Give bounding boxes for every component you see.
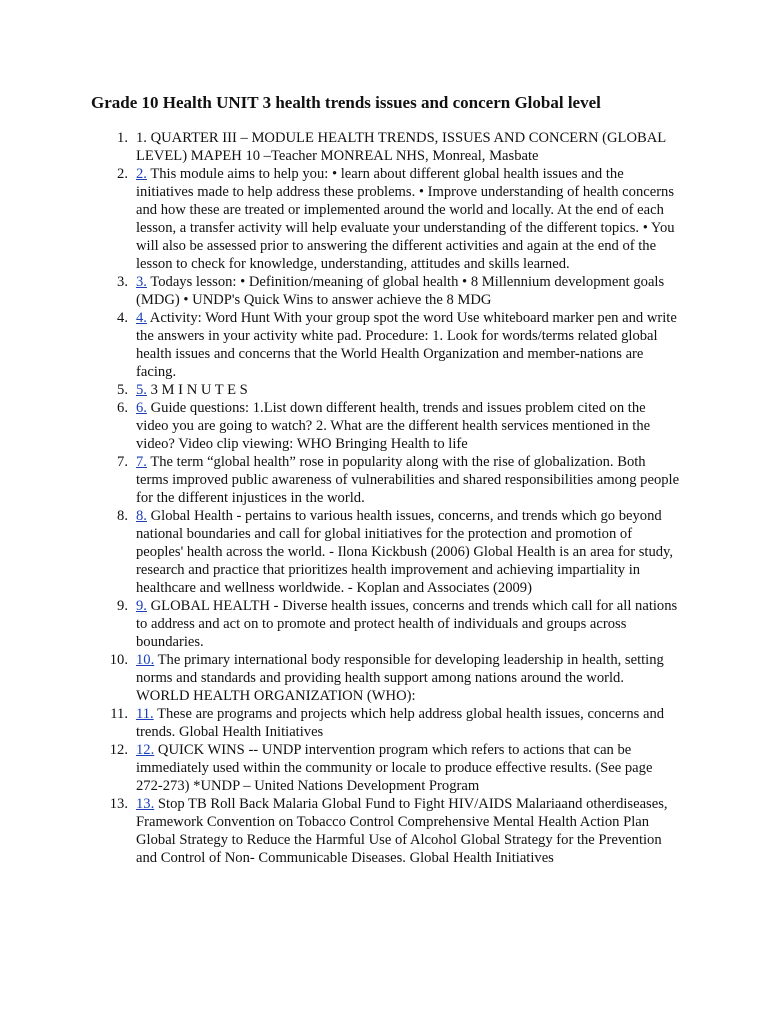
item-number: 8. (117, 508, 128, 524)
item-text: 3 M I N U T E S (150, 382, 248, 398)
list-item (0, 129, 680, 165)
list-item (0, 381, 680, 399)
item-text: The term “global health” rose in popularity along with the rise of globalization. Both terms improved public awareness of vulnerabilities and shared responsibilities among people for the different injustices in the world. (136, 454, 680, 506)
item-link[interactable]: 12. (136, 742, 155, 758)
item-text: Activity: Word Hunt With your group spot the word Use whiteboard marker pen and write the answers in your activity white pad. Procedure: 1. Look for words/terms related global health issues and concerns that the World Health Organization and member-nations are facing. (136, 310, 677, 380)
item-link[interactable]: 10. (136, 652, 155, 668)
item-number: 10. (109, 652, 128, 668)
list-item (0, 597, 680, 651)
item-link[interactable]: 13. (136, 796, 155, 812)
list-item (0, 165, 680, 273)
list-item (0, 309, 680, 381)
item-number: 7. (117, 454, 128, 470)
item-link[interactable]: 6. (136, 400, 147, 416)
document-title: Grade 10 Health UNIT 3 health trends issues and concern Global level (91, 93, 601, 112)
item-list (0, 129, 680, 867)
item-number: 4. (117, 310, 128, 326)
item-link[interactable]: 5. (136, 382, 147, 398)
list-item (0, 741, 680, 795)
item-number: 9. (117, 598, 128, 614)
list-item (0, 795, 680, 867)
item-link[interactable]: 9. (136, 598, 147, 614)
item-link[interactable]: 3. (136, 274, 147, 290)
item-number: 12. (109, 742, 128, 758)
item-text: These are programs and projects which help address global health issues, concerns and trends. Global Health Initiatives (136, 706, 665, 740)
item-number: 11. (110, 706, 128, 722)
item-link[interactable]: 4. (136, 310, 147, 326)
item-number: 6. (117, 400, 128, 416)
item-link[interactable]: 11. (136, 706, 154, 722)
item-text: 1. QUARTER III – MODULE HEALTH TRENDS, ISSUES AND CONCERN (GLOBAL LEVEL) MAPEH 10 –Teacher MONREAL NHS, Monreal, Masbate (136, 130, 666, 164)
list-item (0, 453, 680, 507)
item-number: 2. (117, 166, 128, 182)
list-item (0, 273, 680, 309)
list-item (0, 651, 680, 705)
item-link[interactable]: 7. (136, 454, 147, 470)
item-link[interactable]: 2. (136, 166, 147, 182)
item-link[interactable]: 8. (136, 508, 147, 524)
item-text: Global Health - pertains to various health issues, concerns, and trends which go beyond national boundaries and call for global initiatives for the protection and promotion of peoples' health across the world. - Ilona Kickbush (2006) Global Health is an area for study, research and practice that prioritizes health improvement and achieving impartiality in healthcare and wellness worldwide. - Koplan and Associates (2009) (136, 508, 674, 596)
item-text: Todays lesson: • Definition/meaning of global health • 8 Millennium development goals (MDG) • UNDP's Quick Wins to answer achieve the 8 MDG (136, 274, 665, 308)
item-number: 5. (117, 382, 128, 398)
item-number: 1. (117, 130, 128, 146)
item-text: QUICK WINS -- UNDP intervention program which refers to actions that can be immediately used within the community or locale to produce effective results. (See page 272-273) *UNDP – United Nations Development Program (136, 742, 653, 794)
item-text: This module aims to help you: • learn about different global health issues and the initiatives made to help address these problems. • Improve understanding of health concerns and how these are treated or implemented around the world and locally. At the end of each lesson, a transfer activity will help evaluate your understanding of the different topics. • You will also be assessed prior to answering the different activities and again at the end of the lesson to check for knowledge, understanding, attitudes and skills learned. (136, 166, 675, 272)
list-item (0, 705, 680, 741)
item-number: 13. (109, 796, 128, 812)
item-text: Stop TB Roll Back Malaria Global Fund to Fight HIV/AIDS Malariaand otherdiseases, Framework Convention on Tobacco Control Comprehensive Mental Health Action Plan Global Strategy to Reduce the Harmful Use of Alcohol Global Strategy for the Prevention and Control of Non- Communicable Diseases. Global Health Initiatives (136, 796, 668, 866)
item-text: GLOBAL HEALTH - Diverse health issues, concerns and trends which call for all nations to address and act on to promote and protect health of individuals and groups across boundaries. (136, 598, 678, 650)
item-text: Guide questions: 1.List down different health, trends and issues problem cited on the video you are going to watch? 2. What are the different health services mentioned in the video? Video clip viewing: WHO Bringing Health to life (136, 400, 651, 452)
list-item (0, 507, 680, 597)
list-item (0, 399, 680, 453)
item-number: 3. (117, 274, 128, 290)
item-text: The primary international body responsible for developing leadership in health, setting norms and standards and providing health support among nations around the world. WORLD HEALTH ORGANIZATION (WHO): (136, 652, 664, 704)
